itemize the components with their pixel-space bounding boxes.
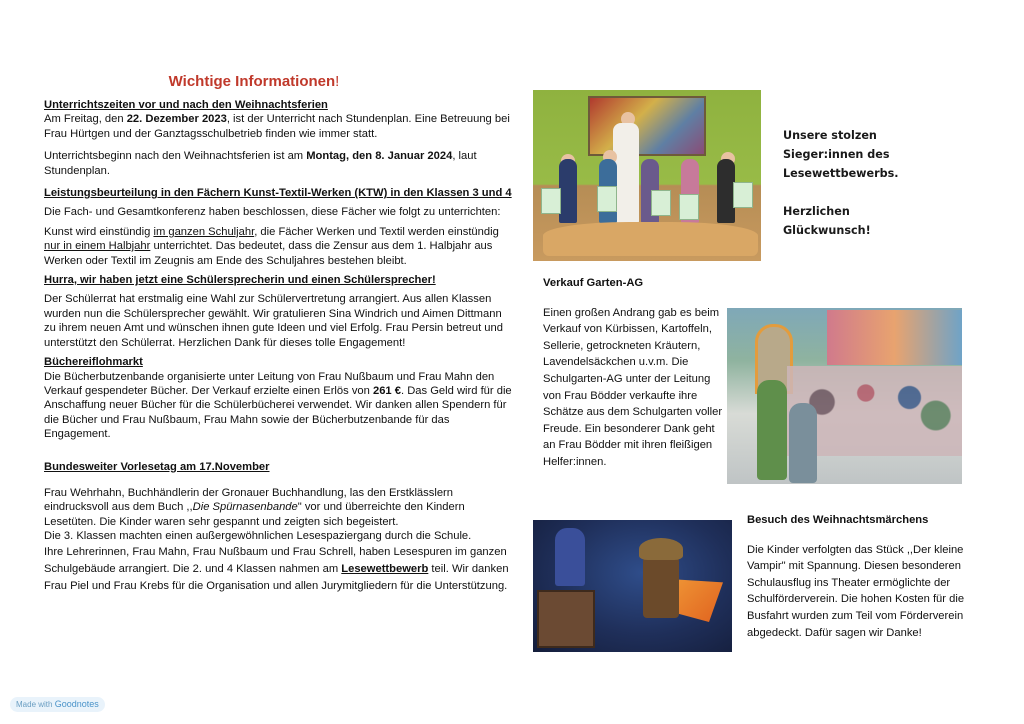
text-leistungsbeurteilung-1: Die Fach- und Gesamtkonferenz haben beschlossen, diese Fächer wie folgt zu unterrichten: (44, 206, 501, 219)
table-shape (543, 222, 758, 256)
garten-section (543, 275, 723, 471)
maerchen-section (747, 512, 972, 641)
winners-note: Unsere stolzen Sieger:innen des Lesewettbewerbs. Herzlichen Glückwunsch! (783, 129, 899, 237)
heading-schuelersprecher: Hurra, wir haben jetzt eine Schülersprecherin und einen Schülersprecher! (44, 274, 436, 287)
page-title: Wichtige Informationen! (168, 73, 340, 90)
text-leistungsbeurteilung-2: Kunst wird einstündig im ganzen Schuljahr, die Fächer Werken und Textil werden einstündig nur in einem Halbjahr unterrichtet. Das bedeutet, dass die Zensur aus dem 1. Halbjahr aus Werken oder Textil im Zeugnis am Ende des Schuljahres bestehen bleibt. (44, 225, 499, 267)
left-column (44, 72, 514, 595)
garden-sale-photo (727, 308, 962, 484)
poster-shape (588, 96, 706, 156)
heading-unterrichtszeiten: Unterrichtszeiten vor und nach den Weihnachtsferien (44, 99, 328, 111)
text-vorlesetag-2: Die 3. Klassen machten einen außergewöhnlichen Lesespaziergang durch die Schule. (44, 530, 472, 543)
text-unterrichtszeiten-1: Am Freitag, den 22. Dezember 2023, ist der Unterricht nach Stundenplan. Eine Betreuung bei Frau Hürtgen und der Ganztagsschulbetrieb finden wie immer statt. (44, 113, 510, 140)
theater-photo (533, 520, 732, 652)
winners-photo (533, 90, 761, 261)
maerchen-text: Die Kinder verfolgten das Stück ,,Der kleine Vampir" mit Spannung. Diesen besonderen Schulausflug ins Theater ermöglichte der Schulförderverein. Die hohen Kosten für die Busfahrt wurden zum Teil vom Förderverein abgedeckt. Dafür sagen wir Danke! (747, 543, 965, 639)
garten-text: Einen großen Andrang gab es beim Verkauf von Kürbissen, Kartoffeln, Sellerie, getrockneten Kräutern, Lavendelsäckchen u.v.m. Die Schulgarten-AG unter der Leitung von Frau Bödder verkaufte ihre Schätze aus dem Schulgarten voller Freude. Ein besonderer Dank geht an Frau Bödder mit ihren fleißigen Helfer:innen. (543, 306, 723, 468)
heading-leistungsbeurteilung: Leistungsbeurteilung in den Fächern Kunst-Textil-Werken (KTW) in den Klassen 3 und 4 (44, 187, 512, 200)
text-buechereiflohmarkt: Die Bücherbutzenbande organisierte unter Leitung von Frau Nußbaum und Frau Mahn den Verkauf gespendeter Bücher. Der Verkauf erzielte einen Erlös von 261 €. Das Geld wird für die Anschaffung neuer Bücher für die Schülerbücherei verwendet. Wir danken allen Spendern für die Bücher und Frau Nußbaum, Frau Mahn sowie der Bücherbutzenbande für das Engagement. (44, 370, 512, 441)
made-with-badge: Made with Goodnotes (10, 697, 105, 712)
heading-vorlesetag: Bundesweiter Vorlesetag am 17.November (44, 460, 270, 473)
text-unterrichtszeiten-2: Unterrichtsbeginn nach den Weihnachtsferien ist am Montag, den 8. Januar 2024, laut Stundenplan. (44, 150, 477, 177)
heading-buechereiflohmarkt: Büchereiflohmarkt (44, 356, 143, 369)
text-vorlesetag-3: Ihre Lehrerinnen, Frau Mahn, Frau Nußbaum und Frau Schrell, haben Lesespuren im ganzen Schulgebäude arrangiert. Die 2. und 4 Klassen nahmen am Lesewettbewerb teil. Wir danken Frau Piel und Frau Krebs für die Organisation und allen Jurymitgliedern für die Unterstützung. (44, 545, 509, 592)
text-schuelersprecher: Der Schülerrat hat erstmalig eine Wahl zur Schülervertretung arrangiert. Aus allen Klassen wurden nun die Schülersprecher gewählt. Wir gratulieren Sina Windrich und Aimen Dittmann zu ihrem neuen Amt und wünschen ihnen gute Ideen und viel Erfolg. Frau Persin betreut und unterstützt den Schülerrat. Herzlichen Dank für dieses tolle Engagement! (44, 293, 503, 349)
text-vorlesetag-1: Frau Wehrhahn, Buchhändlerin der Gronauer Buchhandlung, las den Erstklässlern eindrucksvoll aus dem Buch ,,Die Spürnasenbande" vor und überreichte den Kindern Lesetüten. Die Kinder waren sehr gespannt und zeigten sich begeistert. (44, 486, 465, 528)
garten-heading: Verkauf Garten-AG (543, 277, 644, 289)
maerchen-heading: Besuch des Weihnachtsmärchens (747, 514, 929, 526)
